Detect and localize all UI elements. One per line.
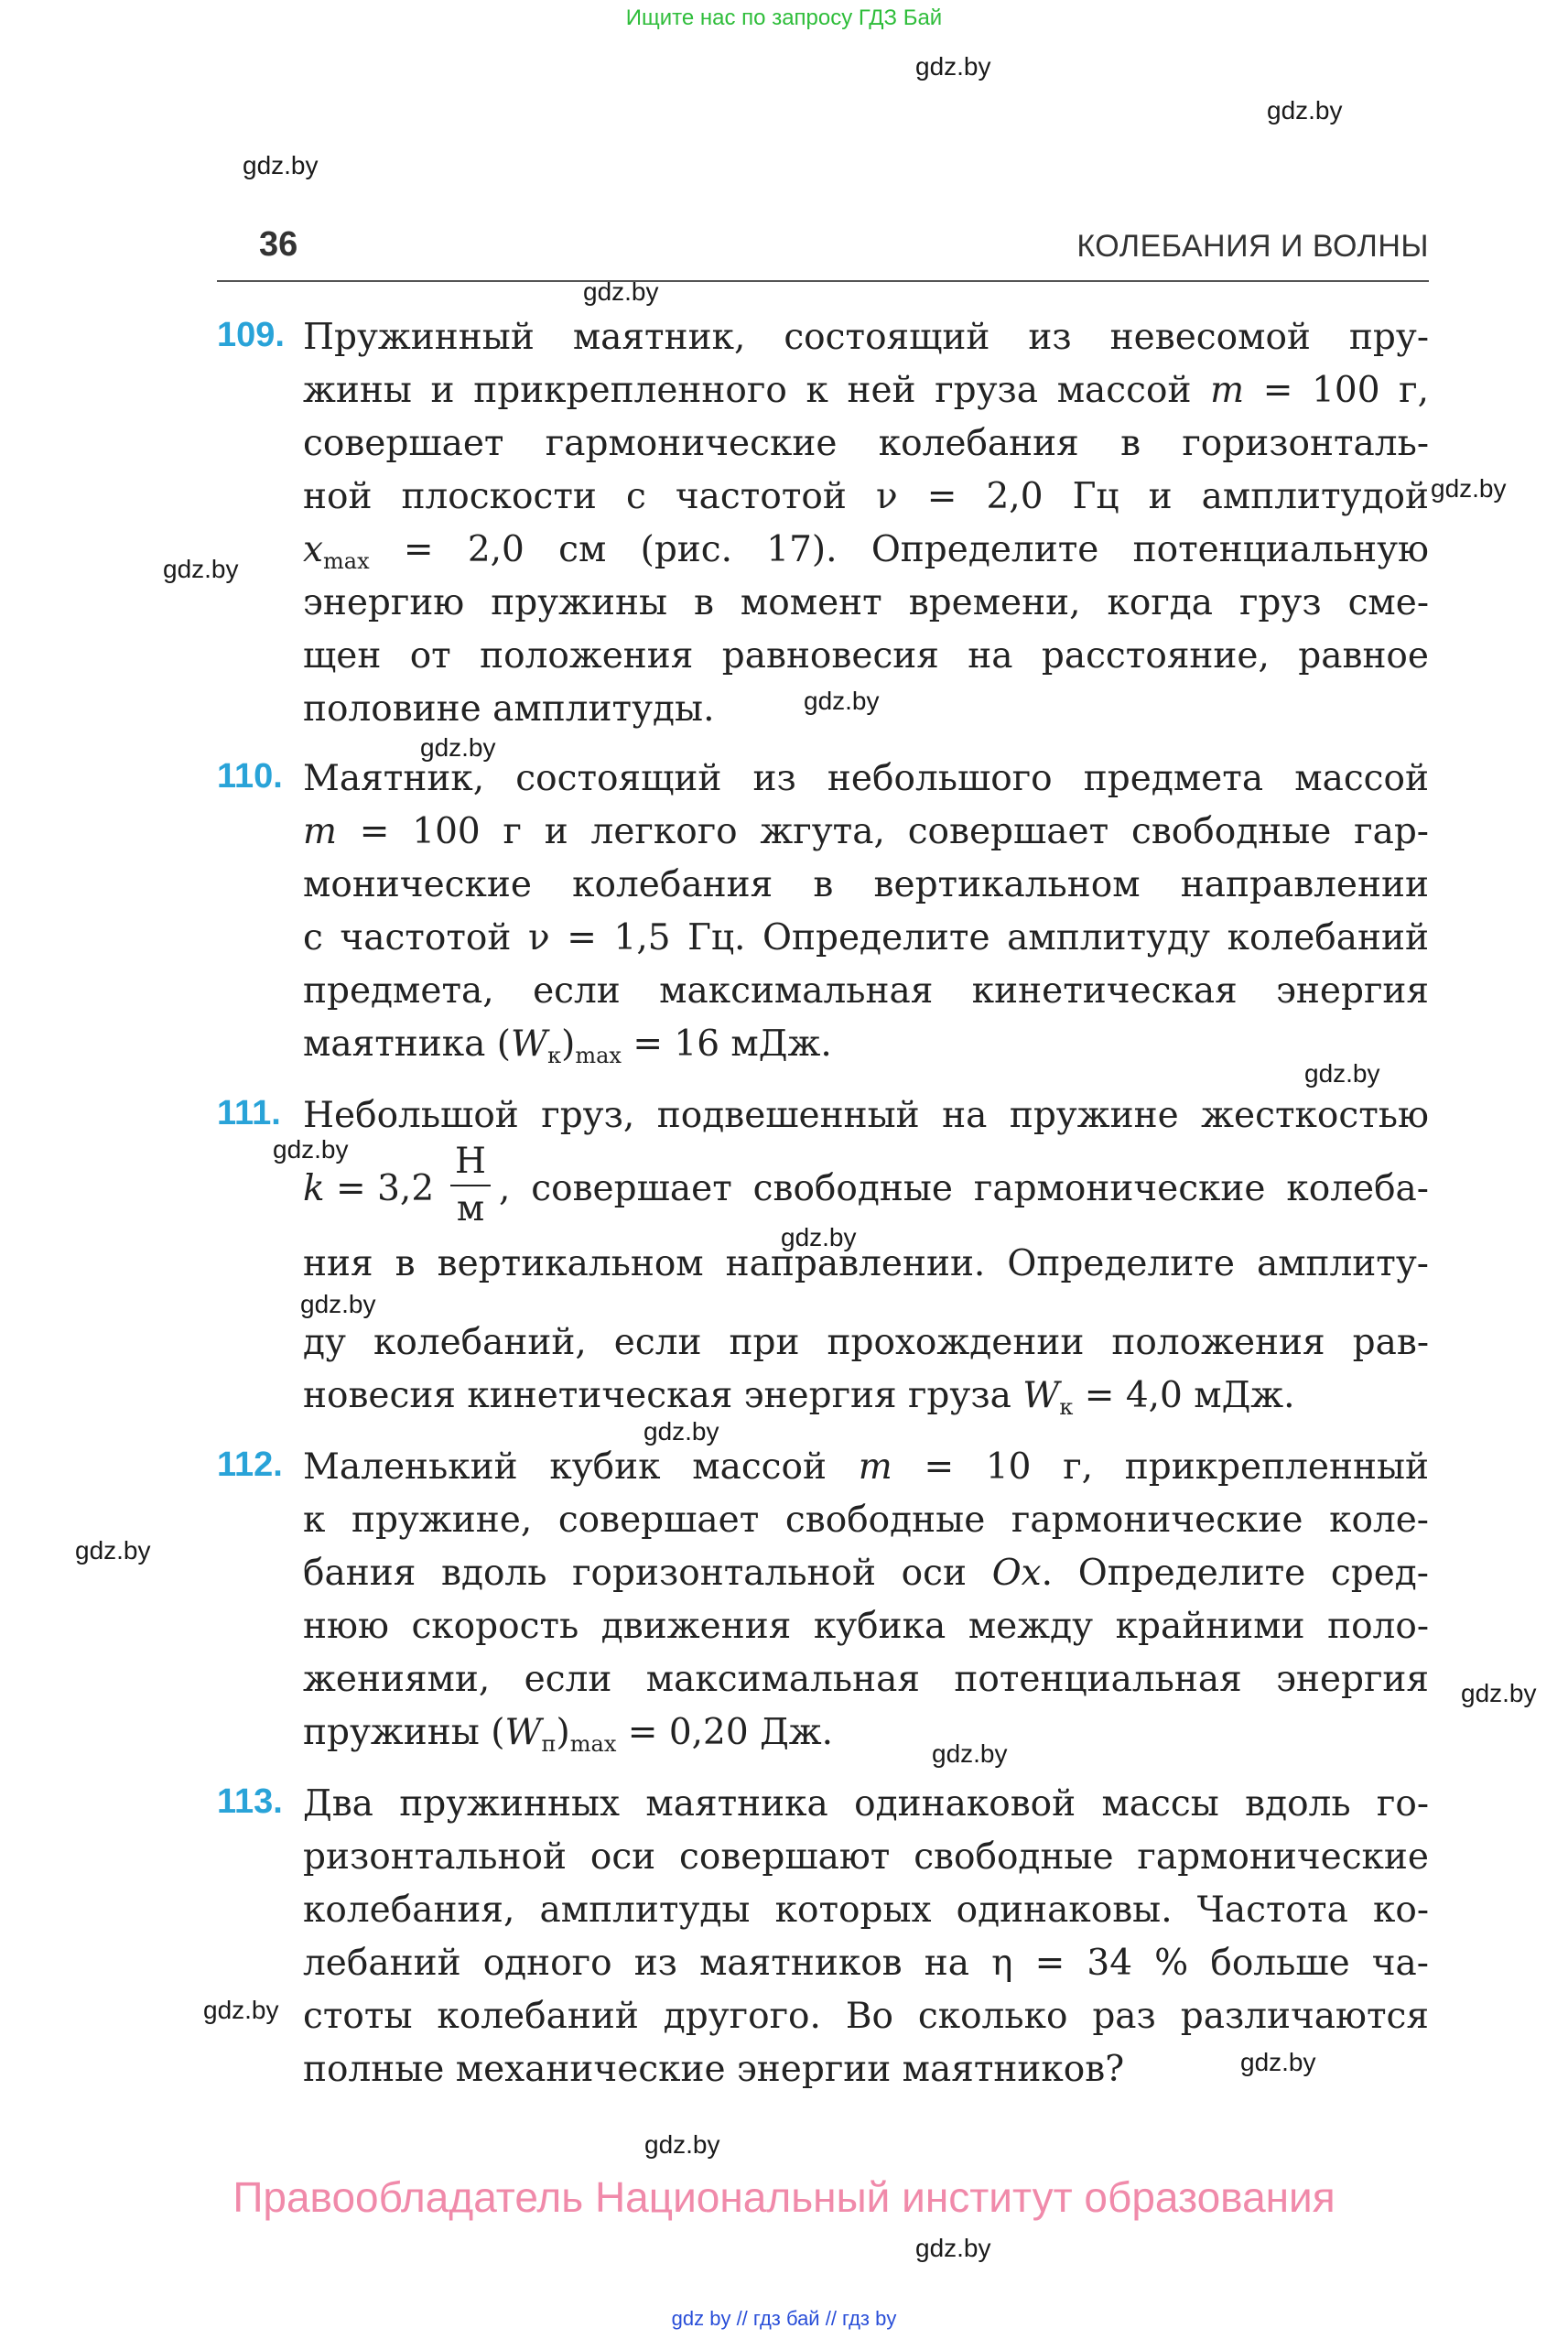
watermark: gdz.by [781,1223,857,1251]
copyright-notice: Правообладатель Национальный институт образования [232,2173,1336,2221]
watermark: gdz.by [243,151,319,179]
header-rule [217,280,1429,282]
unit-fraction [450,1141,491,1230]
watermark: gdz.by [273,1135,349,1164]
problem-113-line: Два пружинных маятника одинаковой массы вдоль го- [303,1783,1429,1825]
fraction-numerator: Н [454,1141,486,1182]
problem-number-112: 112. [217,1446,283,1484]
watermark: gdz.by [1461,1679,1537,1707]
problem-109-line: половине амплитуды. [303,688,715,730]
footer-links[interactable]: gdz by // гдз бай // гдз by [671,2307,897,2330]
problem-111-line: Небольшой груз, подвешенный на пружине жесткостью [303,1095,1429,1136]
problem-109-line: энергию пружины в момент времени, когда груз сме- [303,582,1429,623]
problem-number-111: 111. [217,1094,281,1132]
watermark: gdz.by [644,2130,720,2159]
problem-111-stiffness: k = 3,2 [303,1168,435,1209]
problem-109-line: жины и прикрепленного к ней груза массой m = 100 г, [303,370,1430,411]
watermark: gdz.by [804,687,880,715]
problem-109-line: $x_{max} = 2,0$ см (рис. 17). Определите потенциальную [303,529,1429,574]
problem-112-line: Маленький кубик массой m = 10 г, прикрепленный [303,1446,1429,1488]
watermark: gdz.by [420,733,496,762]
problem-113-line: стоты колебаний другого. Во сколько раз различаются [303,1996,1429,2037]
problem-110-line: m = 100 г и легкого жгута, совершает свободные гар- [303,811,1429,852]
problem-number-113: 113. [217,1782,283,1821]
watermark: gdz.by [75,1536,151,1565]
problem-109-line: Пружинный маятник, состоящий из невесомой пру- [303,317,1429,358]
problem-number-109: 109. [217,316,285,354]
running-title: КОЛЕБАНИЯ И ВОЛНЫ [1076,229,1429,264]
watermark: gdz.by [203,1996,279,2024]
problem-112-line: пружины $(W_п)_{max} = 0,20$ Дж. [303,1712,834,1757]
problem-110-line: с частотой ν = 1,5 Гц. Определите амплитуду колебаний [303,917,1429,958]
problem-109-line: совершает гармонические колебания в горизонталь- [303,423,1429,464]
problem-112-line: нюю скорость движения кубика между крайними поло- [303,1606,1429,1647]
problem-111-line: новесия кинетическая энергия груза $W_к = 4,0$ мДж. [303,1375,1295,1420]
problem-number-110: 110. [217,757,283,796]
problem-113-line: ризонтальной оси совершают свободные гармонические [303,1836,1429,1878]
watermark: gdz.by [932,1739,1008,1768]
problem-111-line: ния в вертикальном направлении. Определите амплиту- [303,1243,1429,1284]
problem-110-line: маятника $(W_к)_{max} = 16$ мДж. [303,1023,832,1068]
problem-110-line: предмета, если максимальная кинетическая энергия [303,970,1429,1012]
problem-109-line: щен от положения равновесия на расстояние, равное [303,635,1429,677]
problem-113-line: лебаний одного из маятников на η = 34 % больше ча- [303,1943,1429,1984]
problem-111-line: ду колебаний, если при прохождении положения рав- [303,1322,1429,1363]
watermark: gdz.by [915,2234,991,2262]
search-banner: Ищите нас по запросу ГДЗ Бай [625,5,943,30]
watermark: gdz.by [1304,1059,1380,1088]
watermark: gdz.by [583,277,659,306]
problem-113-line: колебания, амплитуды которых одинаковы. Частота ко- [303,1890,1429,1931]
watermark: gdz.by [300,1290,376,1318]
problem-111-line: , совершает свободные гармонические колеба- [499,1168,1429,1209]
problem-110-line: монические колебания в вертикальном направлении [303,864,1429,905]
problem-112-line: бания вдоль горизонтальной оси Ox. Определите сред- [303,1553,1429,1594]
problem-110-line: Маятник, состоящий из небольшого предмета массой [303,758,1429,799]
watermark: gdz.by [1240,2048,1316,2076]
problem-112-line: жениями, если максимальная потенциальная энергия [303,1659,1429,1700]
watermark: gdz.by [915,52,991,81]
problem-109-line: ной плоскости с частотой ν = 2,0 Гц и амплитудой [303,476,1429,517]
fraction-bar [450,1185,491,1186]
page-number: 36 [259,225,298,264]
watermark: gdz.by [643,1417,719,1446]
watermark: gdz.by [1431,474,1507,503]
watermark: gdz.by [163,555,239,583]
fraction-denominator: м [456,1188,485,1229]
watermark: gdz.by [1267,96,1343,125]
problem-113-line: полные механические энергии маятников? [303,2049,1125,2090]
problem-112-line: к пружине, совершает свободные гармонические коле- [303,1500,1429,1541]
